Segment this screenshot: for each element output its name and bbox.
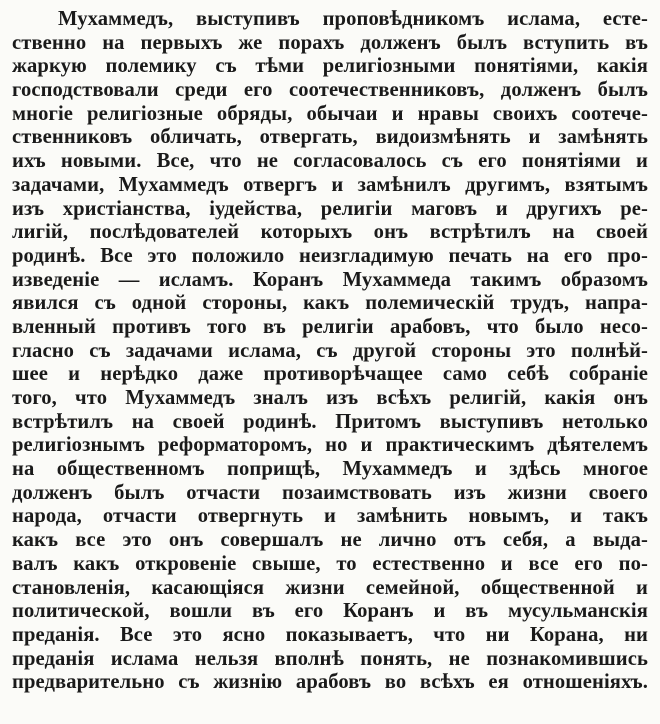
text-line: родинѣ. Все это положило неизгладимую печать на его про- (12, 244, 648, 267)
text-line: ственниковъ обличать, отвергать, видоизмѣнять и замѣнять (12, 126, 648, 149)
text-line: задачами, Мухаммедъ отвергъ и замѣнилъ другимъ, взятымъ (12, 173, 648, 196)
text-line: шее и нерѣдко даже противорѣчащее само себѣ собраніе (12, 363, 648, 386)
text-line: встрѣтилъ на своей родинѣ. Притомъ выступивъ нетолько (12, 410, 648, 433)
body-paragraph (12, 8, 648, 695)
text-line: на общественномъ поприщѣ, Мухаммедъ и здѣсь многое (12, 458, 648, 481)
text-line: преданія. Все это ясно показываетъ, что ни Корана, ни (12, 623, 648, 646)
text-line: явился съ одной стороны, какъ полемическій трудъ, напра- (12, 292, 648, 315)
text-line: вленный противъ того въ религіи арабовъ, что было несо- (12, 315, 648, 338)
text-line: ственно на первыхъ же порахъ долженъ былъ вступить въ (12, 31, 648, 54)
text-line: предварительно съ жизнію арабовъ во всѣхъ ея отношеніяхъ. (12, 671, 648, 694)
text-line: Мухаммедъ, выступивъ проповѣдникомъ ислама, есте- (58, 8, 648, 30)
text-line: народа, отчасти отвергнуть и замѣнить новымъ, и такъ (12, 505, 648, 528)
text-line: религіознымъ реформаторомъ, но и практическимъ дѣятелемъ (12, 434, 648, 457)
text-line: лигій, послѣдователей которыхъ онъ встрѣтилъ на своей (12, 221, 648, 244)
text-line: валъ какъ откровеніе свыше, то естественно и все его по- (12, 552, 648, 575)
text-line: жаркую полемику съ тѣми религіозными понятіями, какія (12, 55, 648, 78)
text-line: преданія ислама нельзя вполнѣ понять, не познакомившись (12, 647, 648, 670)
text-line: изведеніе — исламъ. Коранъ Мухаммеда такимъ образомъ (12, 268, 648, 291)
text-line: гласно съ задачами ислама, съ другой стороны это полнѣй- (12, 339, 648, 362)
text-line: становленія, касающіяся жизни семейной, общественной и (12, 576, 648, 599)
text-line: какъ все это онъ совершалъ не лично отъ себя, а выда- (12, 529, 648, 552)
text-line: долженъ былъ отчасти позаимствовать изъ жизни своего (12, 481, 648, 504)
text-line: того, что Мухаммедъ зналъ изъ всѣхъ религій, какія онъ (12, 387, 648, 409)
text-line: политической, вошли въ его Коранъ и въ мусульманскія (12, 600, 648, 623)
text-line: господствовали среди его соотечественниковъ, долженъ былъ (12, 79, 648, 102)
text-line: ихъ новыми. Все, что не согласовалось съ его понятіями и (12, 150, 648, 173)
text-line: изъ христіанства, іудейства, религіи маговъ и другихъ ре- (12, 197, 648, 220)
text-line: многіе религіозные обряды, обычаи и нравы своихъ соотече- (12, 102, 648, 125)
